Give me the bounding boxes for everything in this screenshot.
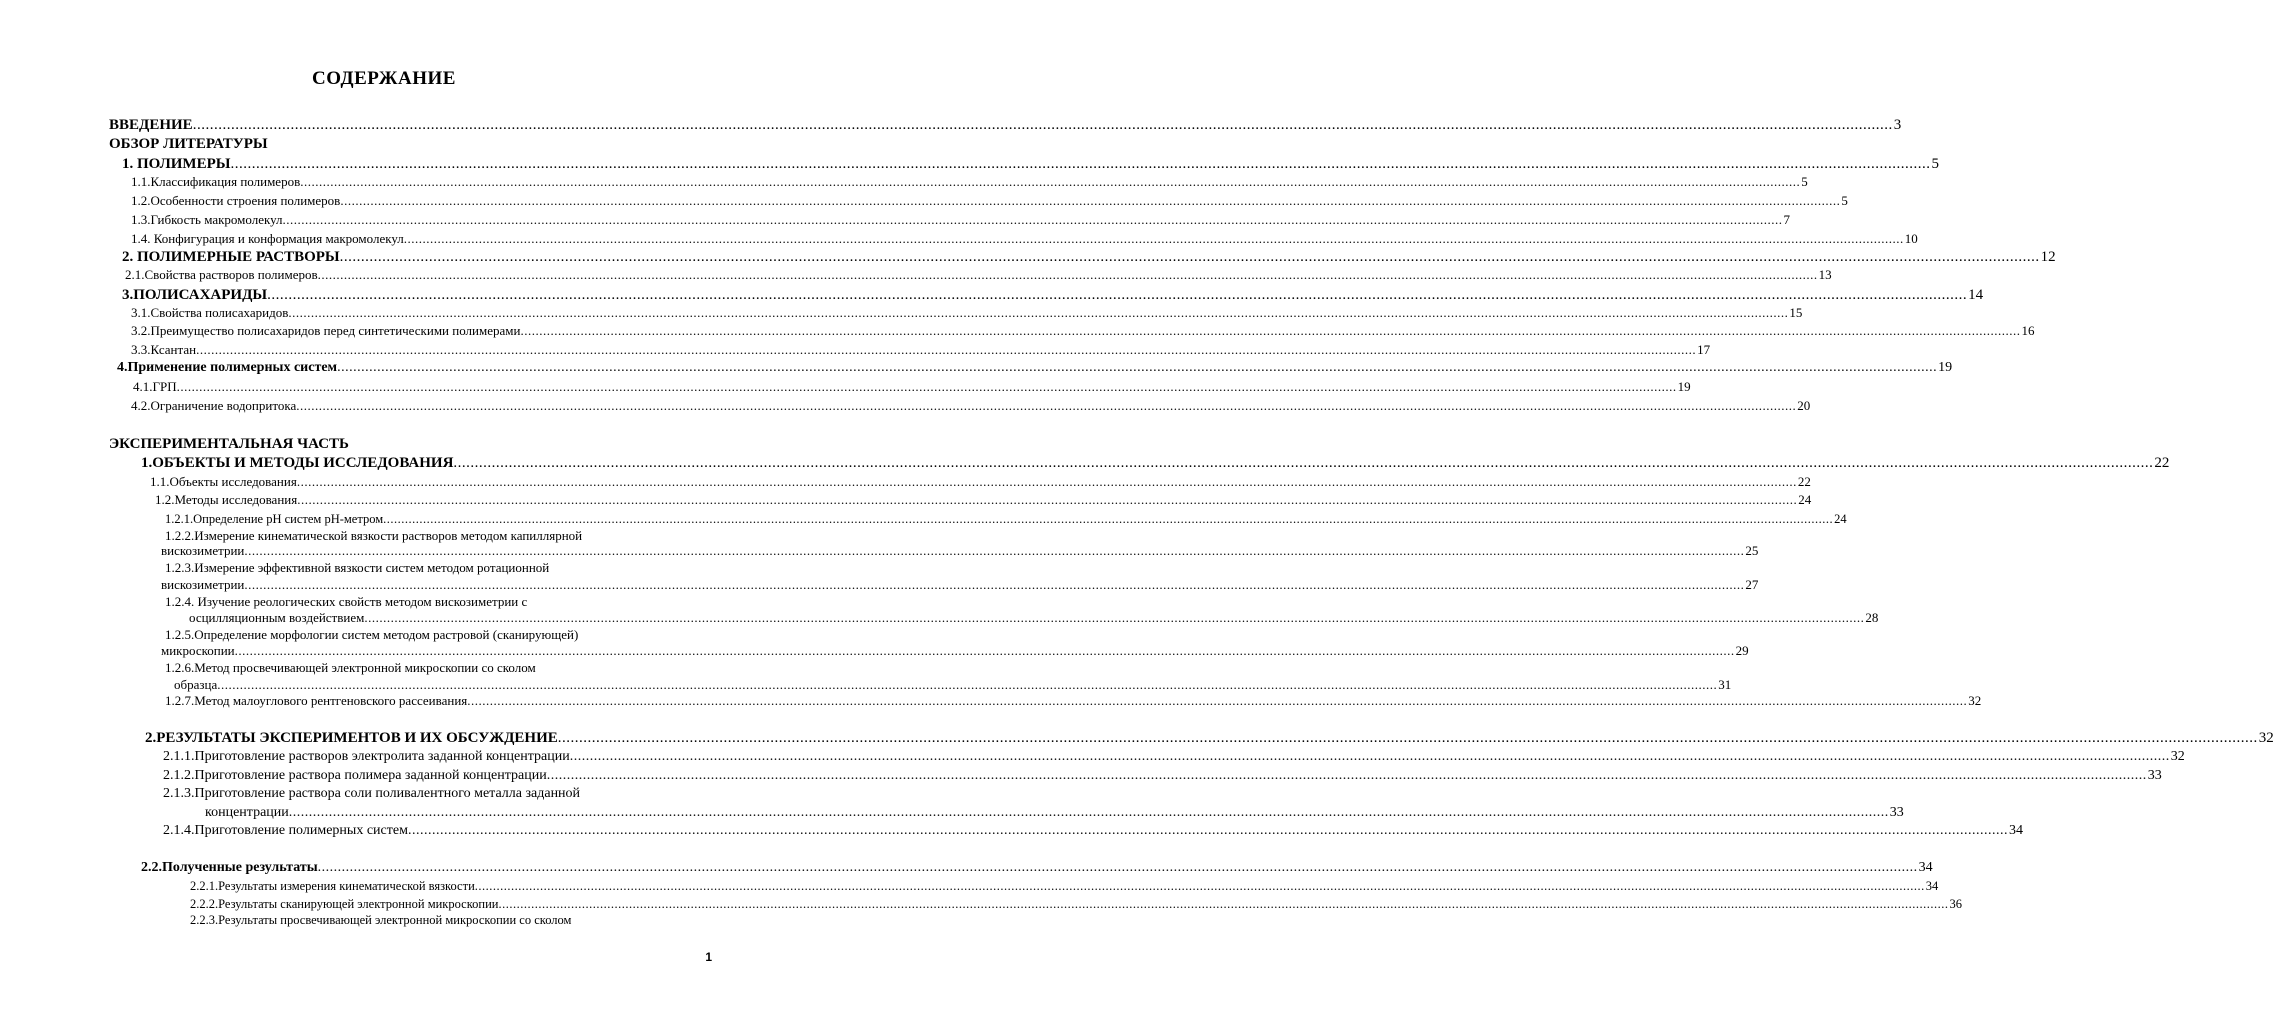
toc-entry-text: 1.2.3.Измерение эффективной вязкости систем методом ротационной bbox=[165, 560, 550, 575]
toc-dot-leader: ................................................................................................................................................................................................................................................................................................................................................................................................................ bbox=[282, 212, 1783, 227]
toc-entry-page: 24 bbox=[1798, 492, 1812, 507]
toc-entry bbox=[131, 303, 1803, 323]
toc-entry-text: ВВЕДЕНИЕ bbox=[109, 117, 193, 133]
toc-entry-text: 1.4. Конфигурация и конформация макромолекул bbox=[131, 231, 404, 246]
toc-dot-leader: ................................................................................................................................................................................................................................................................................................................................................................................................................ bbox=[196, 342, 1697, 357]
toc-entry bbox=[109, 134, 701, 154]
toc-entry-text: 3.3.Ксантан bbox=[131, 342, 197, 357]
toc-dot-leader: ................................................................................................................................................................................................................................................................................................................................................................................................................ bbox=[546, 768, 2147, 783]
toc-entry-page: 19 bbox=[1938, 360, 1953, 375]
toc-entry-page: 25 bbox=[1745, 543, 1759, 558]
toc-entry-text: 2.2.2.Результаты сканирующей электронной микроскопии bbox=[190, 897, 499, 911]
toc-entry-text: осцилляционным воздействием bbox=[189, 610, 365, 625]
toc-entry-text: 4.Применение полимерных систем bbox=[117, 360, 338, 375]
toc-entry bbox=[163, 821, 2023, 841]
toc-entry-text: 4.2.Ограничение водопритока bbox=[131, 398, 297, 413]
toc-entry-page: 36 bbox=[1949, 897, 1962, 911]
toc-dot-leader: ................................................................................................................................................................................................................................................................................................................................................................................................................ bbox=[557, 730, 2258, 746]
toc-entry-page: 20 bbox=[1797, 398, 1811, 413]
toc-entry-text: 1.ОБЪЕКТЫ И МЕТОДЫ ИССЛЕДОВАНИЯ bbox=[141, 455, 454, 471]
toc-dot-leader: ................................................................................................................................................................................................................................................................................................................................................................................................................ bbox=[340, 193, 1841, 208]
toc-entry bbox=[117, 358, 1953, 378]
toc-entry-text: 1.2.1.Определение pH систем pH-метром bbox=[165, 512, 384, 526]
toc-dot-leader: ................................................................................................................................................................................................................................................................................................................................................................................................................ bbox=[267, 287, 1968, 303]
toc-entry-text: 2.2.Полученные результаты bbox=[141, 860, 318, 875]
toc-entry bbox=[131, 210, 1791, 230]
toc-entry-page: 32 bbox=[2258, 730, 2274, 746]
toc-dot-leader: ................................................................................................................................................................................................................................................................................................................................................................................................................ bbox=[403, 231, 1904, 246]
toc-entry-text: 1.2.2.Измерение кинематической вязкости растворов методом капиллярной bbox=[165, 528, 583, 543]
toc-entry-text: 1.2.6.Метод просвечивающей электронной микроскопии со сколом bbox=[165, 660, 536, 675]
toc-entry-page: 31 bbox=[1718, 677, 1732, 692]
toc-entry-text: ЭКСПЕРИМЕНТАЛЬНАЯ ЧАСТЬ bbox=[109, 436, 349, 452]
toc-entry bbox=[122, 247, 2056, 267]
toc-entry-text: 3.1.Свойства полисахаридов bbox=[131, 305, 289, 320]
toc-entry-text: 2.1.Свойства растворов полимеров bbox=[125, 267, 318, 282]
toc-dot-leader: ................................................................................................................................................................................................................................................................................................................................................................................................................ bbox=[296, 398, 1797, 413]
toc-entry bbox=[150, 472, 1811, 492]
toc-entry bbox=[131, 191, 1848, 211]
toc-dot-leader: ................................................................................................................................................................................................................................................................................................................................................................................................................ bbox=[234, 643, 1735, 658]
toc-dot-leader: ................................................................................................................................................................................................................................................................................................................................................................................................................ bbox=[383, 512, 1834, 526]
toc-entry-text: образца bbox=[174, 677, 218, 692]
toc-dot-leader: ................................................................................................................................................................................................................................................................................................................................................................................................................ bbox=[217, 677, 1718, 692]
toc-entry-text: концентрации bbox=[205, 805, 289, 820]
toc-entry-text: 2.2.1.Результаты измерения кинематической вязкости bbox=[190, 879, 475, 893]
toc-entry-page: 12 bbox=[2040, 249, 2056, 265]
toc-dot-leader: ................................................................................................................................................................................................................................................................................................................................................................................................................ bbox=[498, 897, 1949, 911]
toc-entry-text: 3.ПОЛИСАХАРИДЫ bbox=[122, 287, 268, 303]
toc-entry-text: 1.2.Особенности строения полимеров bbox=[131, 193, 341, 208]
toc-entry-text: 1.1.Объекты исследования bbox=[150, 474, 297, 489]
toc-entry-page: 32 bbox=[1968, 693, 1982, 708]
toc-entry-text: 1. ПОЛИМЕРЫ bbox=[122, 156, 231, 172]
toc-dot-leader: ................................................................................................................................................................................................................................................................................................................................................................................................................ bbox=[467, 693, 1968, 708]
toc-entry bbox=[165, 691, 1982, 711]
toc-dot-leader: ................................................................................................................................................................................................................................................................................................................................................................................................................ bbox=[296, 474, 1797, 489]
toc-dot-leader: ................................................................................................................................................................................................................................................................................................................................................................................................................ bbox=[244, 543, 1745, 558]
toc-dot-leader: ................................................................................................................................................................................................................................................................................................................................................................................................................ bbox=[407, 823, 2008, 838]
toc-entry bbox=[125, 265, 1832, 285]
toc-entry bbox=[155, 490, 1812, 510]
toc-entry-text: 3.2.Преимущество полисахаридов перед синтетическими полимерами bbox=[131, 323, 521, 338]
toc-entry bbox=[131, 321, 2035, 341]
toc-entry-text: 2.1.2.Приготовление раствора полимера заданной концентрации bbox=[163, 768, 547, 783]
toc-entry-text: ОБЗОР ЛИТЕРАТУРЫ bbox=[109, 136, 268, 152]
toc-entry-text: 2.1.1.Приготовление растворов электролита заданной концентрации bbox=[163, 749, 570, 764]
toc-entry-text: вискозиметрии bbox=[161, 543, 245, 558]
toc-entry-page: 13 bbox=[1818, 267, 1832, 282]
toc-entry bbox=[163, 747, 2185, 767]
toc-entry-text: 2.1.3.Приготовление раствора соли поливалентного металла заданной bbox=[163, 786, 581, 801]
toc-entry bbox=[145, 728, 2274, 748]
toc-entry-page: 32 bbox=[2170, 749, 2185, 764]
toc-entry-text: 2. ПОЛИМЕРНЫЕ РАСТВОРЫ bbox=[122, 249, 340, 265]
toc-entry-page: 15 bbox=[1789, 305, 1803, 320]
toc-dot-leader: ................................................................................................................................................................................................................................................................................................................................................................................................................ bbox=[339, 249, 2040, 265]
toc-entry-page: 27 bbox=[1745, 577, 1759, 592]
toc-entry-page: 22 bbox=[1797, 474, 1811, 489]
toc-entry bbox=[131, 229, 1918, 249]
toc-entry-page: 5 bbox=[1931, 156, 1939, 172]
toc-entry-text: 2.1.4.Приготовление полимерных систем bbox=[163, 823, 408, 838]
toc-entry-page: 29 bbox=[1735, 643, 1749, 658]
toc-entry-text: вискозиметрии bbox=[161, 577, 245, 592]
toc-dot-leader: ................................................................................................................................................................................................................................................................................................................................................................................................................ bbox=[520, 323, 2021, 338]
toc-dot-leader: ................................................................................................................................................................................................................................................................................................................................................................................................................ bbox=[474, 879, 1925, 893]
toc-entry bbox=[131, 396, 1811, 416]
toc-entry-page: 34 bbox=[1918, 860, 1933, 875]
toc-entry-text: 1.3.Гибкость макромолекул bbox=[131, 212, 283, 227]
toc-entry bbox=[141, 453, 2170, 473]
toc-dot-leader: ................................................................................................................................................................................................................................................................................................................................................................................................................ bbox=[300, 174, 1801, 189]
toc-entry bbox=[122, 154, 1939, 174]
toc-entry-page: 10 bbox=[1904, 231, 1918, 246]
toc-entry-page: 17 bbox=[1697, 342, 1711, 357]
toc-entry bbox=[109, 434, 701, 454]
toc-entry-text: 4.1.ГРП bbox=[133, 379, 177, 394]
toc-entry-page: 24 bbox=[1834, 512, 1847, 526]
toc-entry bbox=[190, 910, 704, 930]
toc-entry bbox=[163, 766, 2162, 786]
toc-entry-page: 16 bbox=[2021, 323, 2035, 338]
toc-dot-leader: ................................................................................................................................................................................................................................................................................................................................................................................................................ bbox=[337, 360, 1938, 375]
toc-entry bbox=[131, 340, 1711, 360]
toc-entry-page: 22 bbox=[2154, 455, 2170, 471]
toc-dot-leader: ................................................................................................................................................................................................................................................................................................................................................................................................................ bbox=[230, 156, 1931, 172]
toc-entry-page: 5 bbox=[1801, 174, 1808, 189]
toc-entry-page: 28 bbox=[1865, 610, 1879, 625]
toc-dot-leader: ................................................................................................................................................................................................................................................................................................................................................................................................................ bbox=[288, 805, 1889, 820]
toc-dot-leader: ................................................................................................................................................................................................................................................................................................................................................................................................................ bbox=[244, 577, 1745, 592]
toc-entry-page: 5 bbox=[1841, 193, 1848, 208]
toc-entry bbox=[122, 285, 1984, 305]
toc-entry bbox=[163, 784, 708, 804]
toc-dot-leader: ................................................................................................................................................................................................................................................................................................................................................................................................................ bbox=[176, 379, 1677, 394]
toc-dot-leader: ................................................................................................................................................................................................................................................................................................................................................................................................................ bbox=[288, 305, 1789, 320]
toc-entry-page: 34 bbox=[2008, 823, 2023, 838]
toc-entry bbox=[205, 803, 1904, 823]
toc-dot-leader: ................................................................................................................................................................................................................................................................................................................................................................................................................ bbox=[317, 860, 1918, 875]
toc-entry-page: 14 bbox=[1968, 287, 1984, 303]
toc-entry bbox=[133, 377, 1691, 397]
toc-entry-page: 19 bbox=[1677, 379, 1691, 394]
toc-dot-leader: ................................................................................................................................................................................................................................................................................................................................................................................................................ bbox=[192, 117, 1893, 133]
toc-dot-leader: ................................................................................................................................................................................................................................................................................................................................................................................................................ bbox=[569, 749, 2170, 764]
toc-dot-leader: ................................................................................................................................................................................................................................................................................................................................................................................................................ bbox=[297, 492, 1798, 507]
toc-entry-page: 33 bbox=[2147, 768, 2162, 783]
toc-entry-text: 1.2.Методы исследования bbox=[155, 492, 298, 507]
toc-entry-page: 7 bbox=[1783, 212, 1791, 227]
page-title: СОДЕРЖАНИЕ bbox=[312, 68, 456, 89]
toc-entry bbox=[190, 876, 1939, 896]
toc-dot-leader: ................................................................................................................................................................................................................................................................................................................................................................................................................ bbox=[317, 267, 1818, 282]
toc-entry-text: 1.1.Классификация полимеров bbox=[131, 174, 301, 189]
toc-entry bbox=[141, 858, 1933, 878]
toc-entry-page: 33 bbox=[1889, 805, 1904, 820]
toc-dot-leader: ................................................................................................................................................................................................................................................................................................................................................................................................................ bbox=[364, 610, 1865, 625]
toc-entry-text: 2.РЕЗУЛЬТАТЫ ЭКСПЕРИМЕНТОВ И ИХ ОБСУЖДЕНИЕ bbox=[145, 730, 558, 746]
page-number: 1 bbox=[705, 950, 712, 964]
toc-entry-text: 1.2.7.Метод малоуглового рентгеновского рассеивания bbox=[165, 693, 468, 708]
toc-entry-text: 1.2.5.Определение морфологии систем методом растровой (сканирующей) bbox=[165, 627, 579, 642]
toc-dot-leader: ................................................................................................................................................................................................................................................................................................................................................................................................................ bbox=[453, 455, 2154, 471]
toc-entry-text: 2.2.3.Результаты просвечивающей электронной микроскопии со сколом bbox=[190, 913, 572, 927]
toc-entry-page: 34 bbox=[1925, 879, 1939, 893]
toc-entry-page: 3 bbox=[1893, 117, 1902, 133]
toc-entry bbox=[131, 172, 1808, 192]
toc-entry bbox=[109, 115, 1902, 135]
toc-entry-text: микроскопии bbox=[161, 643, 235, 658]
toc-entry-text: 1.2.4. Изучение реологических свойств методом вискозиметрии с bbox=[165, 594, 528, 609]
